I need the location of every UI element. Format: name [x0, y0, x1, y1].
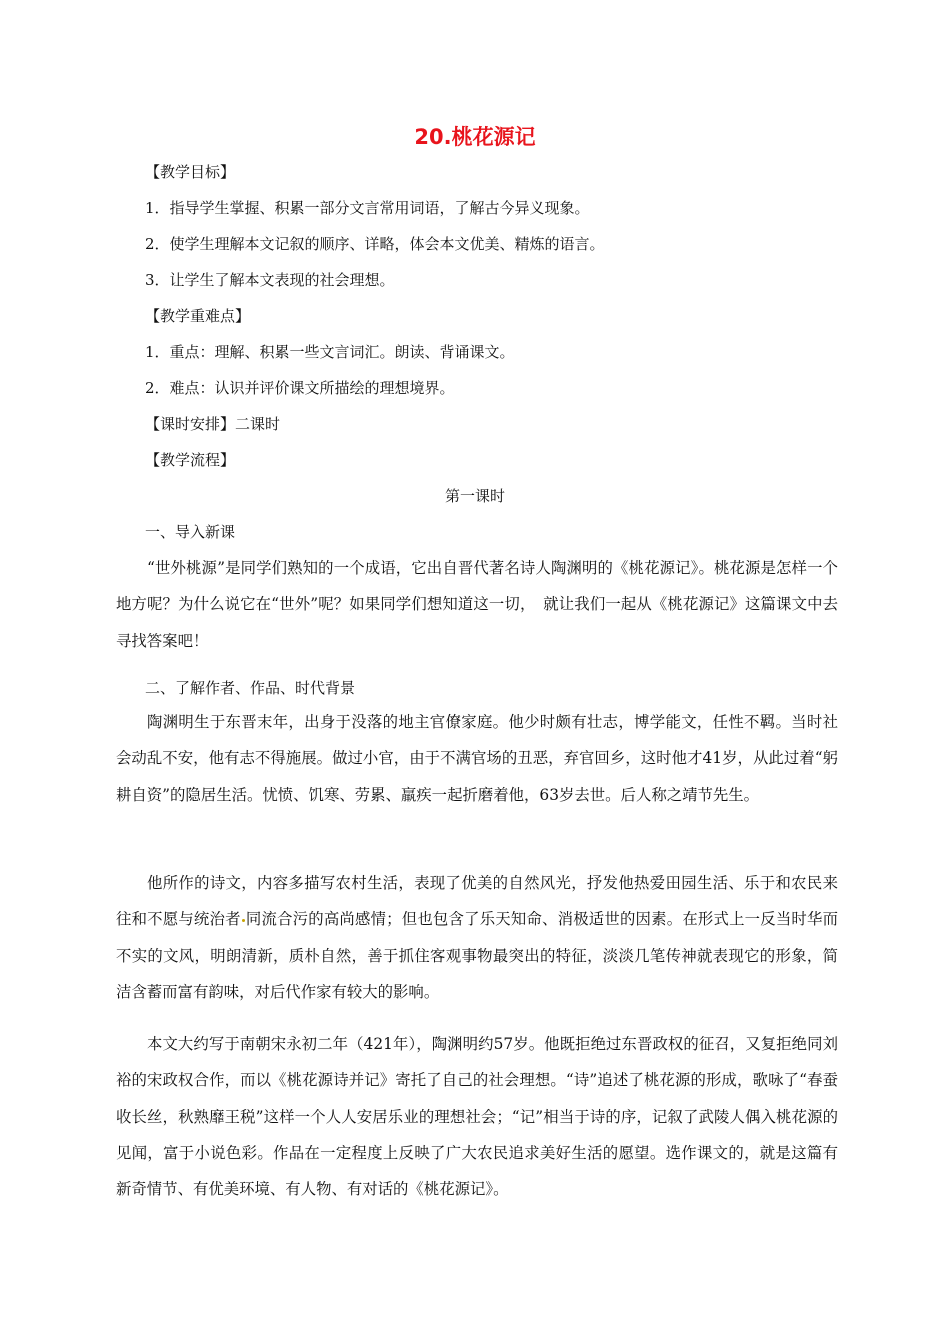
objective-item: 2．使学生理解本文记叙的顺序、详略，体会本文优美、精炼的语言。 [145, 235, 605, 253]
heading-key-points: 【教学重难点】 [145, 307, 251, 325]
document-title: 20.桃花源记 [414, 125, 536, 149]
section1-heading: 一、导入新课 [145, 523, 236, 541]
section2-heading: 二、了解作者、作品、时代背景 [145, 679, 356, 697]
key-point-item: 2．难点：认识并评价课文所描绘的理想境界。 [145, 379, 455, 397]
objective-item: 3．让学生了解本文表现的社会理想。 [145, 271, 395, 289]
heading-process: 【教学流程】 [145, 451, 236, 469]
section2-paragraph-works [116, 865, 838, 1010]
key-point-item: 1．重点：理解、积累一些文言词汇。朗读、背诵课文。 [145, 343, 515, 361]
section2-paragraph-author: 陶渊明生于东晋末年，出身于没落的地主官僚家庭。他少时颇有壮志，博学能文，任性不羁。当时社会动乱不安，他有志不得施展。做过小官，由于不满官场的丑恶，弃官回乡，这时他才41岁，从此过着“躬耕自资”的隐居生活。忧愤、饥寒、劳累、羸疾一起折磨着他，63岁去世。后人称之靖节先生。 [116, 713, 838, 804]
works-text-part1: 他所作的诗文，内容多描写农村生活，表现了优美的自然风光，抒发他热爱田园生活、乐于和农民来往和不愿与统治者 [116, 874, 838, 929]
annotation-mark [242, 919, 245, 922]
objective-item: 1．指导学生掌握、积累一部分文言常用词语，了解古今异义现象。 [145, 199, 590, 217]
lesson-title: 第一课时 [444, 487, 505, 505]
works-text-part2: 同流合污的高尚感情；但也包含了乐天知命、消极适世的因素。在形式上一反当时华而不实的文风，明朗清新，质朴自然，善于抓住客观事物最突出的特征，淡淡几笔传神就表现它的形象，简洁含蓄而富有韵味，对后代作家有较大的影响。 [116, 910, 838, 1001]
heading-objectives: 【教学目标】 [145, 163, 236, 181]
section1-paragraph: “世外桃源”是同学们熟知的一个成语，它出自晋代著名诗人陶渊明的《桃花源记》。桃花源是怎样一个地方呢？为什么说它在“世外”呢？如果同学们想知道这一切， 就让我们一起从《桃花源记》这篇课文中去寻找答案吧！ [116, 559, 838, 650]
section2-paragraph-context: 本文大约写于南朝宋永初二年（421年），陶渊明约57岁。他既拒绝过东晋政权的征召，又复拒绝同刘裕的宋政权合作，而以《桃花源诗并记》寄托了自己的社会理想。“诗”追述了桃花源的形成，歌咏了“春蚕收长丝，秋熟靡王税”这样一个人人安居乐业的理想社会；“记”相当于诗的序，记叙了武陵人偶入桃花源的见闻，富于小说色彩。作品在一定程度上反映了广大农民追求美好生活的愿望。选作课文的，就是这篇有新奇情节、有优美环境、有人物、有对话的《桃花源记》。 [116, 1035, 838, 1199]
heading-schedule: 【课时安排】二课时 [145, 415, 281, 433]
